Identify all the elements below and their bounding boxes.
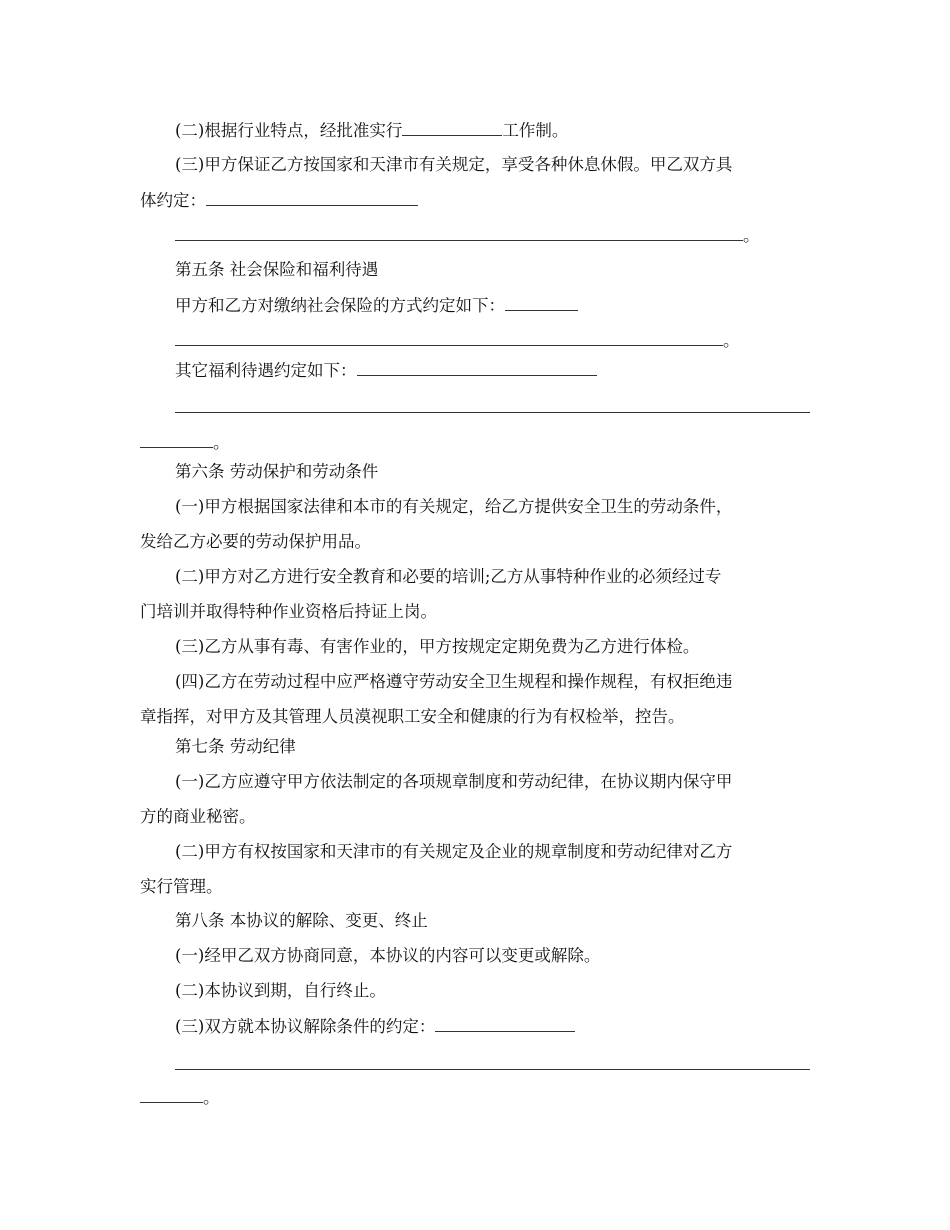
clause-text: (三)双方就本协议解除条件的约定：	[175, 1017, 436, 1036]
clause-text: 工作制。	[502, 121, 569, 140]
clause-text: (二)甲方对乙方进行安全教育和必要的培训;乙方从事特种作业的必须经过专	[175, 567, 722, 586]
clause-text: (二)甲方有权按国家和天津市的有关规定及企业的规章制度和劳动纪律对乙方	[175, 842, 733, 861]
clause-text: 。	[723, 331, 740, 350]
clause-text: (一)经甲乙双方协商同意，本协议的内容可以变更或解除。	[175, 946, 601, 965]
clause-8-3	[140, 1015, 847, 1038]
article-title: 第五条 社会保险和福利待遇	[175, 260, 379, 279]
fill-blank	[175, 1053, 810, 1070]
clause-4-3-blank-line	[140, 224, 847, 247]
fill-blank	[140, 431, 213, 448]
article-7-heading	[140, 736, 847, 758]
clause-7-1-cont	[140, 806, 812, 828]
clause-text: 。	[743, 226, 760, 245]
clause-text: (二)本协议到期，自行终止。	[175, 981, 386, 1000]
clause-6-4-cont	[140, 706, 812, 728]
clause-8-3-blank-line	[140, 1053, 847, 1076]
clause-6-2	[140, 566, 847, 588]
clause-text: 发给乙方必要的劳动保护用品。	[140, 532, 371, 551]
clause-text: (一)甲方根据国家法律和本市的有关规定，给乙方提供安全卫生的劳动条件，	[175, 497, 733, 516]
clause-6-4	[140, 671, 847, 693]
clause-4-2	[140, 119, 847, 142]
clause-text: 实行管理。	[140, 877, 223, 896]
clause-text: 体约定：	[140, 191, 206, 210]
fill-blank	[175, 224, 743, 241]
clause-text: 甲方和乙方对缴纳社会保险的方式约定如下：	[175, 296, 505, 315]
clause-text: 方的商业秘密。	[140, 807, 256, 826]
clause-4-3-cont	[140, 189, 812, 212]
article-5-p2	[140, 359, 847, 382]
article-5-heading	[140, 259, 847, 281]
clause-8-2	[140, 980, 847, 1002]
clause-6-3	[140, 636, 847, 658]
clause-text: (二)根据行业特点，经批准实行	[175, 121, 403, 140]
fill-blank	[140, 1086, 203, 1103]
clause-8-1	[140, 945, 847, 967]
fill-blank	[402, 119, 502, 136]
clause-text: 。	[213, 433, 230, 452]
article-5-p2-blank-end	[140, 431, 812, 454]
fill-blank	[357, 359, 597, 376]
clause-7-2-cont	[140, 876, 812, 898]
article-8-heading	[140, 910, 847, 932]
clause-6-1-cont	[140, 531, 812, 553]
clause-7-1	[140, 771, 847, 793]
fill-blank	[206, 189, 418, 206]
article-5-p1	[140, 294, 847, 317]
article-5-p1-blank-line	[140, 329, 847, 352]
fill-blank	[175, 329, 723, 346]
article-title: 第七条 劳动纪律	[175, 737, 296, 756]
article-title: 第六条 劳动保护和劳动条件	[175, 462, 379, 481]
fill-blank	[505, 294, 578, 311]
clause-4-3	[140, 154, 847, 176]
clause-text: 章指挥，对甲方及其管理人员漠视职工安全和健康的行为有权检举，控告。	[140, 707, 685, 726]
clause-text: 。	[203, 1088, 220, 1107]
fill-blank	[435, 1015, 575, 1032]
clause-6-1	[140, 496, 847, 518]
clause-6-2-cont	[140, 601, 812, 623]
article-5-p2-blank-line	[140, 396, 847, 419]
clause-text: (三)甲方保证乙方按国家和天津市有关规定，享受各种休息休假。甲乙双方具	[175, 155, 733, 174]
clause-text: (三)乙方从事有毒、有害作业的，甲方按规定定期免费为乙方进行体检。	[175, 637, 700, 656]
clause-7-2	[140, 841, 847, 863]
clause-text: (一)乙方应遵守甲方依法制定的各项规章制度和劳动纪律，在协议期内保守甲	[175, 772, 733, 791]
clause-8-3-blank-end	[140, 1086, 812, 1109]
clause-text: 门培训并取得特种作业资格后持证上岗。	[140, 602, 437, 621]
clause-text: (四)乙方在劳动过程中应严格遵守劳动安全卫生规程和操作规程，有权拒绝违	[175, 672, 733, 691]
clause-text: 其它福利待遇约定如下：	[175, 361, 357, 380]
article-title: 第八条 本协议的解除、变更、终止	[175, 911, 428, 930]
article-6-heading	[140, 461, 847, 483]
fill-blank	[175, 396, 810, 413]
